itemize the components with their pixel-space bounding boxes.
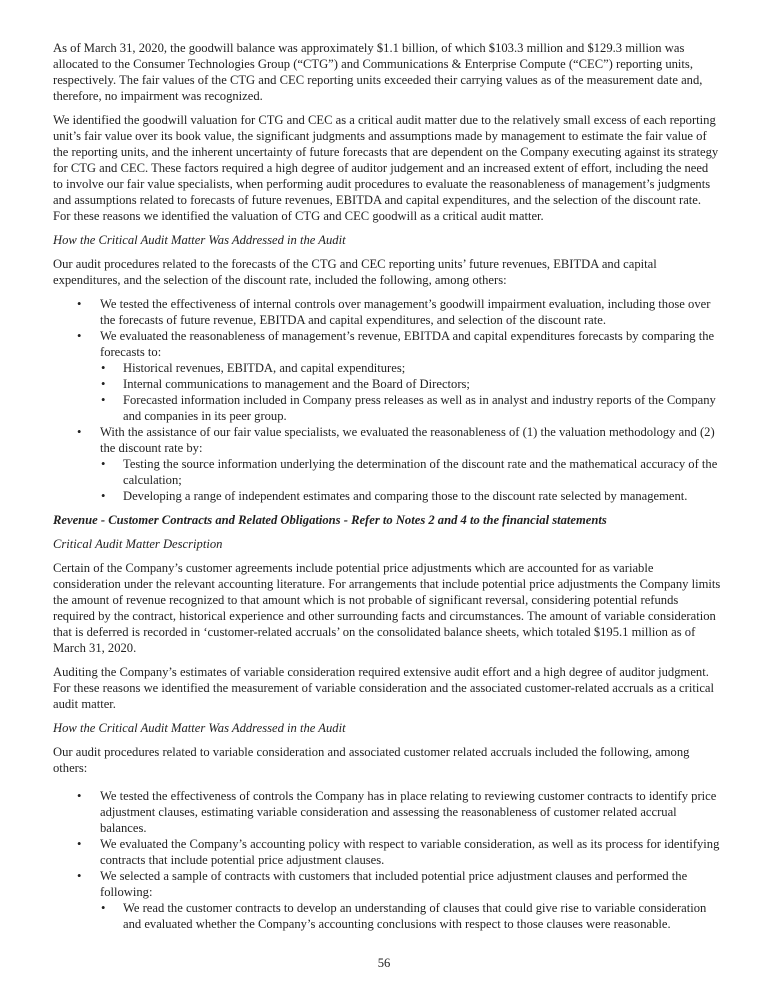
- bullet-icon: •: [77, 869, 82, 883]
- sub-list-item: • Internal communications to management and the Board of Directors;: [101, 377, 470, 391]
- list-item: • We evaluated the Company’s accounting policy with respect to variable consideration, as well as its process for identifying contracts that include potential price adjustment clauses.: [77, 837, 720, 867]
- goodwill-cam-paragraph: We identified the goodwill valuation for CTG and CEC as a critical audit matter due to the relatively small excess of each reporting unit’s fair value over its book value, the significant judgments and assumptions made by management to estimate the fair value of the reporting units, and the inherent uncertainty of future forecasts that are dependent on the Company executing against its strategy for CTG and CEC. These factors required a high degree of auditor judgement and an increased extent of effort, including the need to involve our fair value specialists, when performing audit procedures to evaluate the reasonableness of management’s judgments and assumptions related to forecasts of future revenues, EBITDA and capital expenditures, and the selection of the discount rate. For these reasons we identified the valuation of CTG and CEC goodwill as a critical audit matter.: [53, 113, 719, 223]
- sub-list-item: • We read the customer contracts to develop an understanding of clauses that could give rise to variable consideration and evaluated whether the Company’s accounting conclusions with respect to those clauses were reasonable.: [101, 901, 707, 931]
- variable-consideration-paragraph: Certain of the Company’s customer agreements include potential price adjustments which are accounted for as variable consideration under the relevant accounting literature. For arrangements that include potential price adjustments the Company limits the amount of revenue recognized to that amount which is not probable of significant reversal, considering potential refunds required by the contract, historical experience and other surrounding facts and circumstances. The amount of variable consideration that is deferred is recorded in ‘customer-related accruals’ on the consolidated balance sheets, which totaled $195.1 million as of March 31, 2020.: [53, 561, 721, 655]
- bullet-icon: •: [77, 789, 82, 803]
- sub-list-item: • Developing a range of independent estimates and comparing those to the discount rate selected by management.: [101, 489, 688, 503]
- list-item: • We tested the effectiveness of internal controls over management’s goodwill impairment evaluation, including those over the forecasts of future revenue, EBITDA and capital expenditures, and selection of the discount rate.: [77, 297, 711, 327]
- sub-list: [100, 456, 721, 504]
- bullet-icon: •: [77, 297, 82, 311]
- procedures-intro-2: Our audit procedures related to variable consideration and associated customer related accruals included the following, among others:: [53, 745, 690, 775]
- procedures-list: [53, 296, 721, 504]
- bullet-icon: •: [101, 489, 106, 503]
- list-item: • We tested the effectiveness of controls the Company has in place relating to reviewing customer contracts to identify price adjustment clauses, estimating variable consideration and assessing the reasonableness of customer related accrual balances.: [77, 789, 717, 835]
- sub-list-item: • Historical revenues, EBITDA, and capital expenditures;: [101, 361, 406, 375]
- section-heading-addressed-2: How the Critical Audit Matter Was Addressed in the Audit: [53, 721, 346, 735]
- revenue-section-title: Revenue - Customer Contracts and Related Obligations - Refer to Notes 2 and 4 to the financial statements: [53, 513, 607, 527]
- sub-list: [100, 360, 721, 424]
- bullet-icon: •: [101, 377, 106, 391]
- bullet-icon: •: [77, 329, 82, 343]
- goodwill-balance-paragraph: As of March 31, 2020, the goodwill balance was approximately $1.1 billion, of which $103.3 million and $129.3 million was allocated to the Consumer Technologies Group (“CTG”) and Communications & Enterprise Compute (“CEC”) reporting units, respectively. The fair values of the CTG and CEC reporting units exceeded their carrying values as of the measurement date and, therefore, no impairment was recognized.: [53, 41, 703, 103]
- bullet-icon: •: [101, 361, 106, 375]
- document-page: [53, 40, 721, 932]
- list-item: • We evaluated the reasonableness of management’s revenue, EBITDA and capital expenditures forecasts by comparing the forecasts to: • Historical revenues, EBITDA, and capital expenditures; • Internal communications to management and the Board of Directors; • Forecasted information included in Company press releases as well as in analyst and industry reports of the Company and companies in its peer group.: [53, 328, 721, 424]
- list-item: • We selected a sample of contracts with customers that included potential price adjustment clauses and performed the following: • We read the customer contracts to develop an understanding of clauses that could give rise to variable consideration and evaluated whether the Company’s accounting conclusions with respect to those clauses were reasonable.: [53, 868, 721, 932]
- procedures-intro: Our audit procedures related to the forecasts of the CTG and CEC reporting units’ future revenues, EBITDA and capital expenditures, and the selection of the discount rate, included the following, among others:: [53, 257, 657, 287]
- page-number: 56: [377, 956, 391, 970]
- bullet-icon: •: [101, 393, 106, 407]
- sub-list: [100, 900, 721, 932]
- list-item: • With the assistance of our fair value specialists, we evaluated the reasonableness of (1) the valuation methodology and (2) the discount rate by: • Testing the source information underlying the determination of the discount rate and the mathematical accuracy of the calculation; • Developing a range of independent estimates and comparing those to the discount rate selected by management.: [53, 424, 721, 504]
- sub-list-item: • Testing the source information underlying the determination of the discount rate and the mathematical accuracy of the calculation;: [101, 457, 718, 487]
- section-heading-addressed: How the Critical Audit Matter Was Addressed in the Audit: [53, 233, 346, 247]
- sub-list-item: • Forecasted information included in Company press releases as well as in analyst and industry reports of the Company and companies in its peer group.: [101, 393, 716, 423]
- bullet-icon: •: [101, 457, 106, 471]
- procedures-list-2: [53, 788, 721, 932]
- bullet-icon: •: [77, 425, 82, 439]
- section-heading-description: Critical Audit Matter Description: [53, 537, 223, 551]
- bullet-icon: •: [77, 837, 82, 851]
- auditing-estimates-paragraph: Auditing the Company’s estimates of variable consideration required extensive audit effort and a high degree of auditor judgment. For these reasons we identified the measurement of variable consideration and the associated customer-related accruals as a critical audit matter.: [53, 665, 714, 711]
- bullet-icon: •: [101, 901, 106, 915]
